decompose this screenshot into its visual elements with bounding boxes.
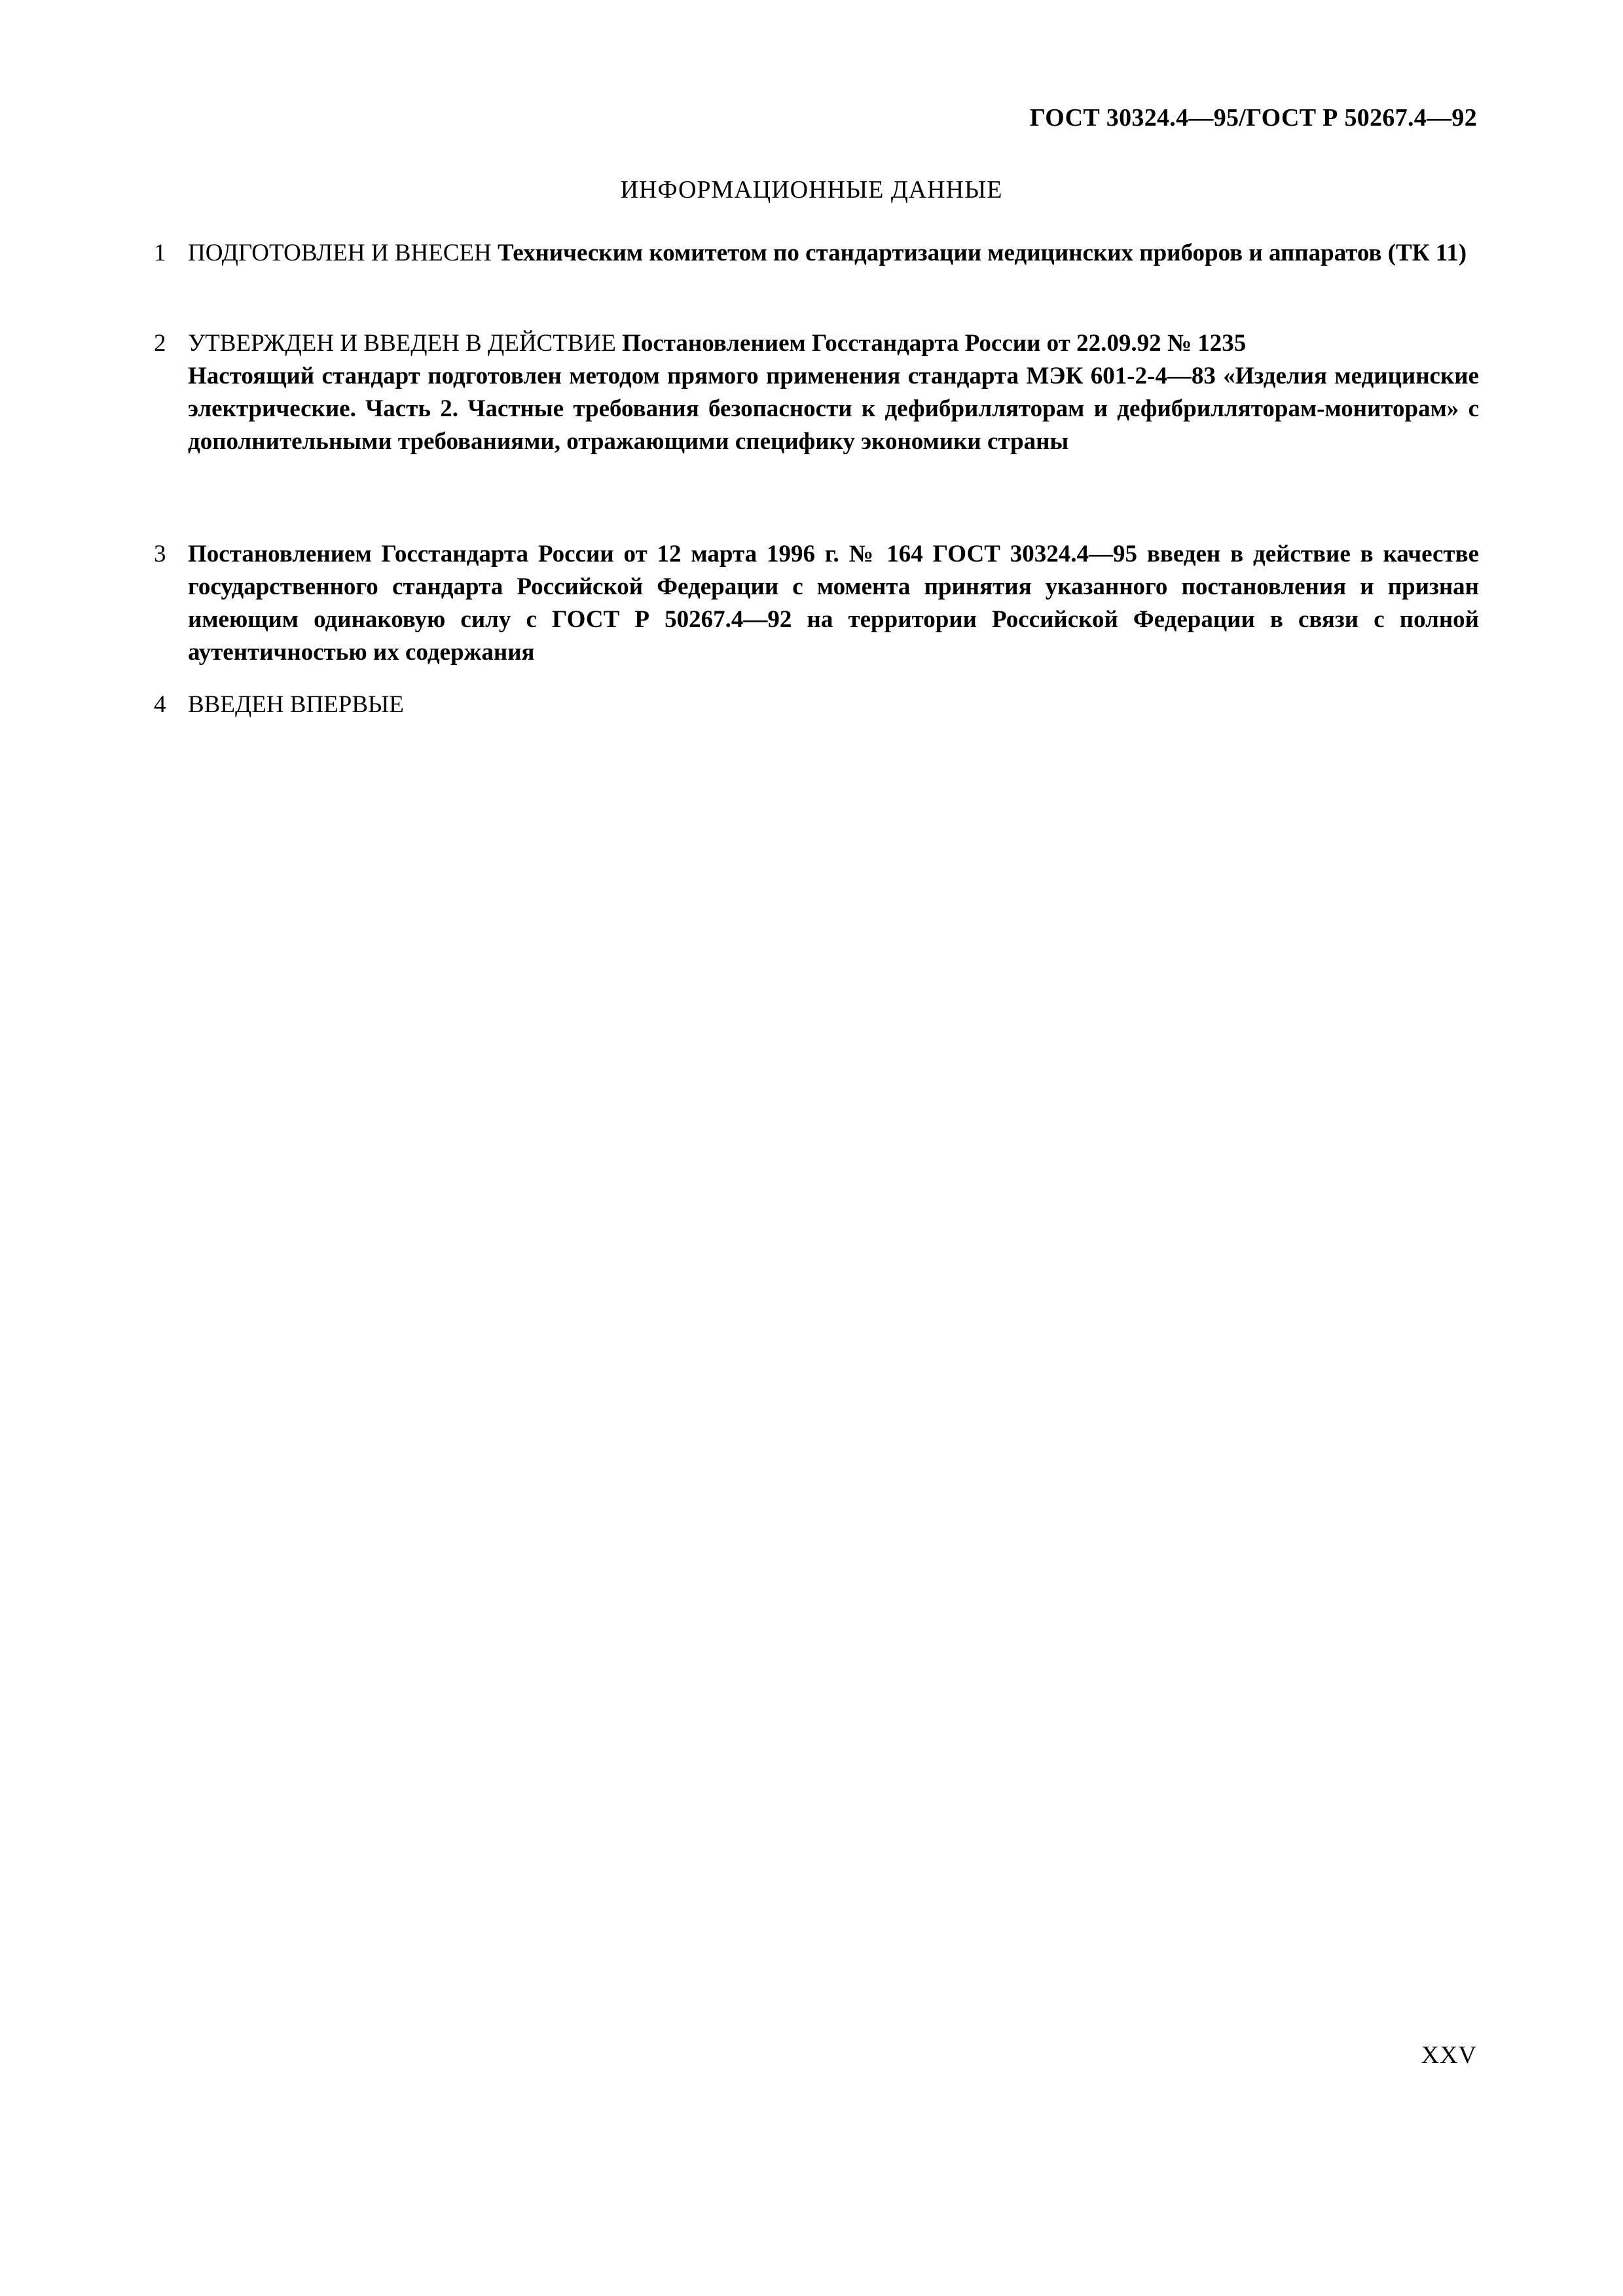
- list-item: [154, 538, 1479, 669]
- item-text: Постановлением Госстандарта России от 22.09.92 № 1235: [622, 330, 1247, 357]
- item-body: [188, 538, 1479, 669]
- item-number: 2: [154, 330, 166, 357]
- item-text: Техническим комитетом по стандартизации медицинских приборов и аппаратов (ТК 11): [498, 240, 1467, 266]
- item-number: 3: [154, 541, 166, 567]
- page-title: ИНФОРМАЦИОННЫЕ ДАННЫЕ: [620, 176, 1003, 204]
- item-heading: УТВЕРЖДЕН И ВВЕДЕН В ДЕЙСТВИЕ: [188, 330, 616, 357]
- list-item: [154, 327, 1479, 458]
- list-item: [154, 237, 1479, 270]
- item-text: Постановлением Госстандарта России от 12 марта 1996 г. № 164 ГОСТ 30324.4—95 введен в действие в качестве государственного стандарта Российской Федерации с момента принятия указанного постановления и признан имеющим одинаковую силу с ГОСТ Р 50267.4—92 на территории Российской Федерации в связи с полной аутентичностью их содержания: [188, 541, 1479, 666]
- list-item: [154, 689, 1479, 721]
- item-number: 4: [154, 691, 166, 718]
- item-body: [188, 327, 1479, 360]
- item-body: [188, 237, 1479, 270]
- item-number: 1: [154, 240, 166, 266]
- document-designation: ГОСТ 30324.4—95/ГОСТ Р 50267.4—92: [1029, 104, 1477, 132]
- item-heading: ВВЕДЕН ВПЕРВЫЕ: [188, 691, 404, 718]
- item-heading: ПОДГОТОВЛЕН И ВНЕСЕН: [188, 240, 492, 266]
- item-body: [188, 689, 1479, 721]
- page-number: XXV: [1421, 2041, 1477, 2069]
- item-paragraph: Настоящий стандарт подготовлен методом прямого применения стандарта МЭК 601-2-4—83 «Изделия медицинские электрические. Часть 2. Частные требования безопасности к дефибрилляторам и дефибрилляторам-мониторам» с дополнительными требованиями, отражающими специфику экономики страны: [188, 363, 1479, 455]
